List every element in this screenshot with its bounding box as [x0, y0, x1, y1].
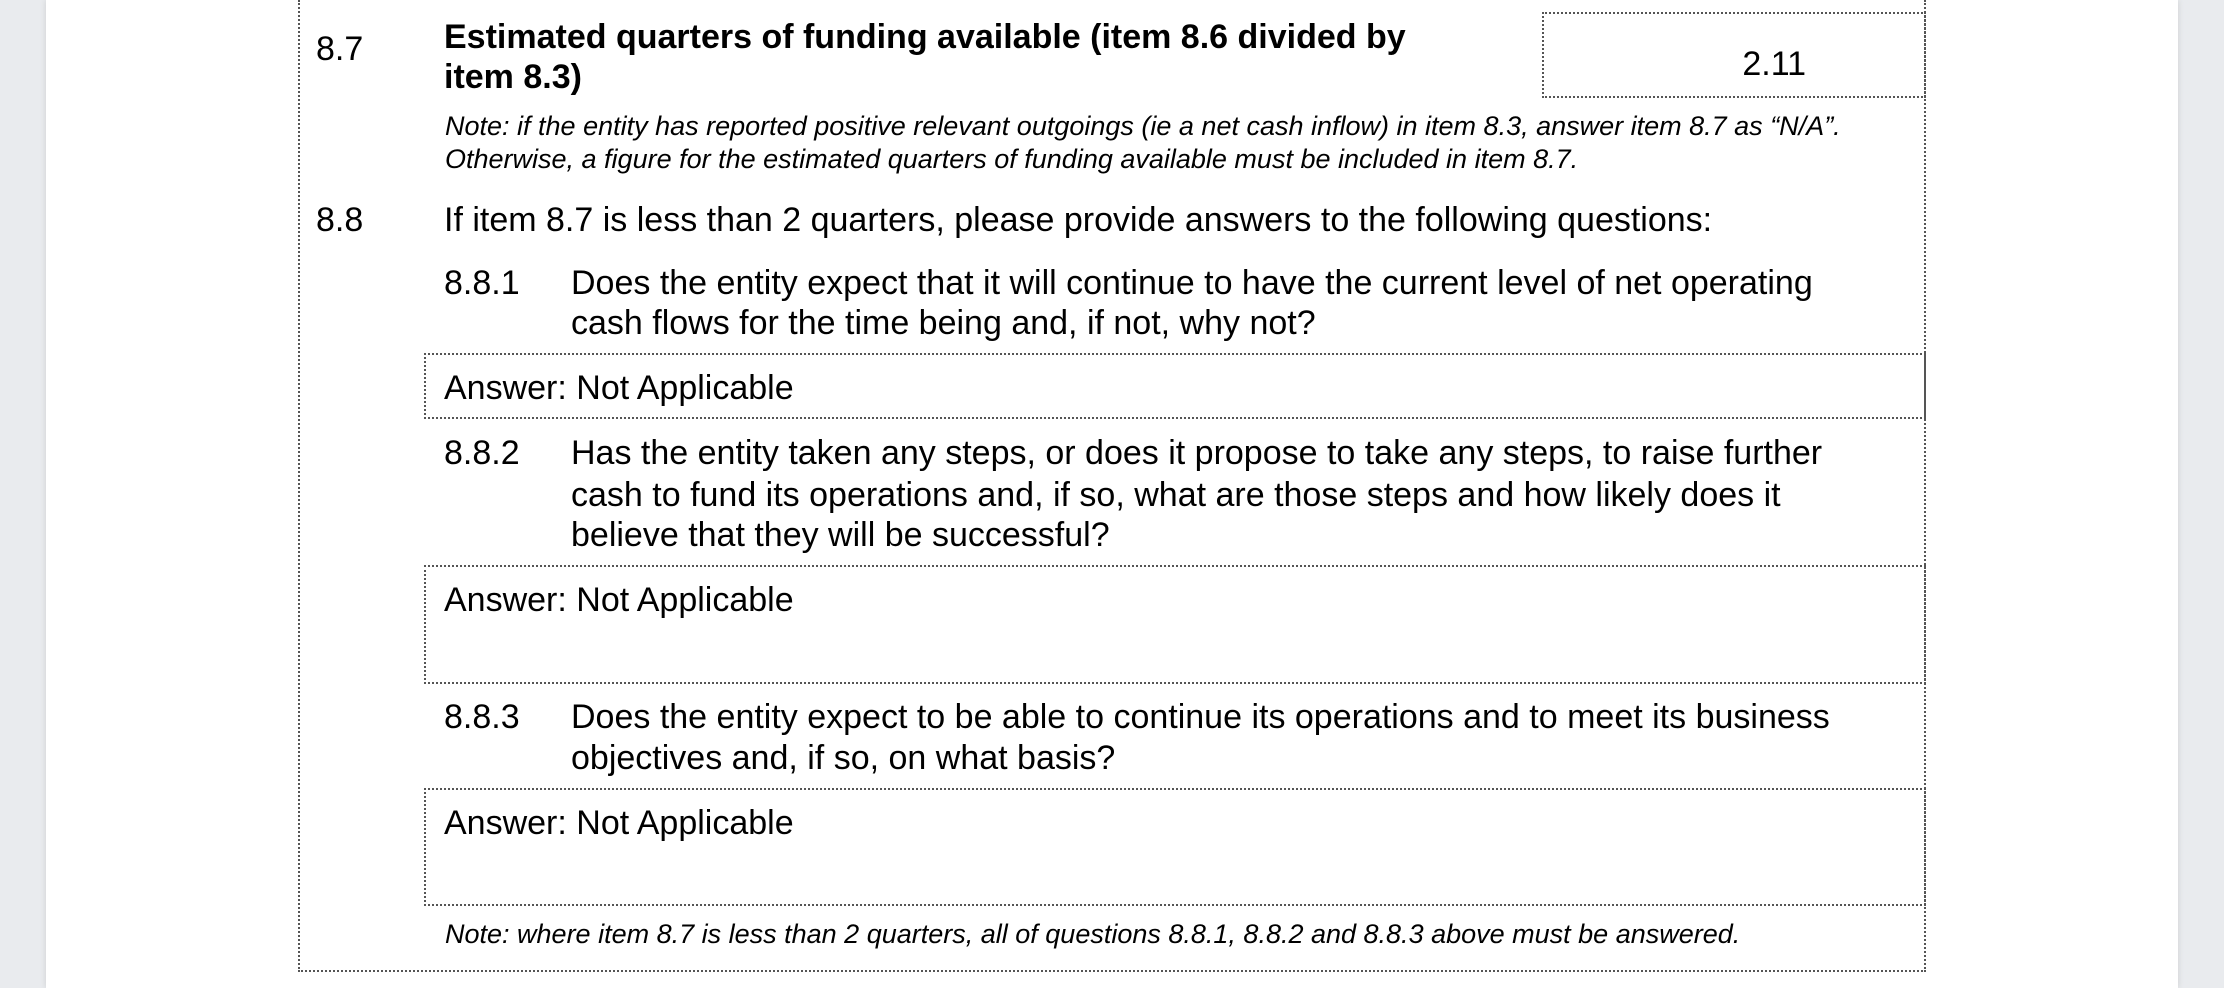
item-8-8-note: Note: where item 8.7 is less than 2 quarters, all of questions 8.8.1, 8.8.2 and 8.8.3 above must be answered.	[445, 919, 1741, 949]
question-8-8-3-line2: objectives and, if so, on what basis?	[571, 739, 1116, 777]
question-8-8-3-line1: Does the entity expect to be able to continue its operations and to meet its business	[571, 698, 1830, 736]
answer-box-8-8-2[interactable]	[424, 565, 1926, 684]
answer-text-8-8-1: Answer: Not Applicable	[444, 369, 794, 407]
item-8-7-title-line1: Estimated quarters of funding available (item 8.6 divided by	[444, 18, 1406, 56]
question-8-8-2-line2: cash to fund its operations and, if so, what are those steps and how likely does it	[571, 476, 1781, 514]
answer-box-8-8-3[interactable]	[424, 788, 1926, 906]
question-number-8-8-3: 8.8.3	[444, 698, 520, 736]
item-8-7-value: 2.11	[1742, 45, 1806, 83]
answer-text-8-8-2: Answer: Not Applicable	[444, 581, 794, 619]
question-8-8-2-line1: Has the entity taken any steps, or does it propose to take any steps, to raise further	[571, 434, 1823, 472]
item-8-7-value-box	[1542, 12, 1926, 98]
question-8-8-1-line2: cash flows for the time being and, if not, why not?	[571, 304, 1316, 342]
item-number-8-8: 8.8	[316, 201, 364, 239]
item-number-8-7: 8.7	[316, 30, 364, 68]
answer-text-8-8-3: Answer: Not Applicable	[444, 804, 794, 842]
answer-box-8-8-1[interactable]	[424, 353, 1926, 419]
item-8-7-title-line2: item 8.3)	[444, 58, 582, 96]
item-8-7-note-line1: Note: if the entity has reported positive relevant outgoings (ie a net cash inflow) in item 8.3, answer item 8.7 as “N/A”.	[445, 111, 1841, 141]
item-8-7-note-line2: Otherwise, a figure for the estimated quarters of funding available must be included in item 8.7.	[445, 144, 1579, 174]
question-number-8-8-2: 8.8.2	[444, 434, 520, 472]
question-8-8-1-line1: Does the entity expect that it will continue to have the current level of net operating	[571, 264, 1813, 302]
question-number-8-8-1: 8.8.1	[444, 264, 520, 302]
document-page	[46, 0, 2178, 988]
item-8-8-text: If item 8.7 is less than 2 quarters, please provide answers to the following questions:	[444, 201, 1713, 239]
left-border	[298, 0, 300, 972]
bottom-border	[298, 970, 1926, 972]
question-8-8-2-line3: believe that they will be successful?	[571, 516, 1110, 554]
